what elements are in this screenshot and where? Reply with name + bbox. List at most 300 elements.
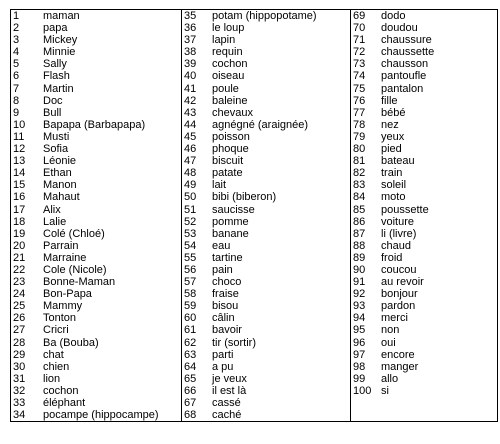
entry-number: 78 <box>353 118 366 131</box>
entry-word: Léonie <box>43 155 77 168</box>
entry-number: 34 <box>13 409 26 422</box>
entry-word: il est là <box>212 384 247 397</box>
entry-word: chaussure <box>381 34 432 47</box>
entry-number: 46 <box>184 143 197 156</box>
list-item <box>13 240 181 252</box>
entry-word: si <box>381 384 389 397</box>
list-item <box>13 143 181 155</box>
entry-word: banane <box>212 227 249 240</box>
entry-number: 10 <box>13 118 26 131</box>
entry-number: 35 <box>184 10 197 22</box>
list-item <box>353 70 497 82</box>
list-item <box>13 373 181 385</box>
list-item <box>184 191 350 203</box>
entry-word: Bon-Papa <box>43 288 92 301</box>
entry-number: 63 <box>184 348 197 361</box>
entry-number: 36 <box>184 22 197 35</box>
entry-word: patate <box>212 167 243 180</box>
entry-word: Musti <box>43 130 70 143</box>
entry-word: chaud <box>381 239 411 252</box>
list-item <box>13 385 181 397</box>
list-item <box>13 216 181 228</box>
entry-number: 45 <box>184 130 197 143</box>
list-item <box>353 119 497 131</box>
entry-number: 27 <box>13 324 26 337</box>
list-item <box>13 70 181 82</box>
list-item <box>353 361 497 373</box>
list-item <box>13 10 181 22</box>
list-item <box>184 10 350 22</box>
entry-word: soleil <box>381 179 407 192</box>
list-item <box>353 216 497 228</box>
entry-word: agnégné (araignée) <box>212 118 309 131</box>
entry-number: 39 <box>184 58 197 71</box>
entry-word: poussette <box>381 203 429 216</box>
entry-number: 51 <box>184 203 197 216</box>
entry-word: chevaux <box>212 106 253 119</box>
entry-number: 98 <box>353 360 366 373</box>
list-item <box>353 228 497 240</box>
entry-number: 9 <box>13 106 20 119</box>
entry-word: allo <box>381 372 399 385</box>
list-item <box>353 264 497 276</box>
list-item <box>13 179 181 191</box>
list-item <box>184 34 350 46</box>
entry-word: chaussette <box>381 46 435 59</box>
list-item <box>13 119 181 131</box>
entry-number: 48 <box>184 167 197 180</box>
entry-word: Bapapa (Barbapapa) <box>43 118 146 131</box>
entry-word: pantalon <box>381 82 424 95</box>
entry-word: saucisse <box>212 203 255 216</box>
entry-word: bonjour <box>381 288 418 301</box>
entry-number: 92 <box>353 288 366 301</box>
list-item <box>13 409 181 421</box>
list-item <box>353 107 497 119</box>
entry-word: Ethan <box>43 167 72 180</box>
list-item <box>353 337 497 349</box>
entry-number: 19 <box>13 227 26 240</box>
entry-word: li (livre) <box>381 227 417 240</box>
entry-number: 61 <box>184 324 197 337</box>
entry-word: biscuit <box>212 155 244 168</box>
entry-number: 42 <box>184 94 197 107</box>
list-item <box>353 312 497 324</box>
entry-number: 97 <box>353 348 366 361</box>
entry-word: froid <box>381 251 403 264</box>
list-item <box>184 143 350 155</box>
entry-word: Mammy <box>43 300 83 313</box>
entry-number: 89 <box>353 251 366 264</box>
entry-number: 43 <box>184 106 197 119</box>
entry-number: 77 <box>353 106 366 119</box>
list-item <box>13 204 181 216</box>
list-item <box>353 143 497 155</box>
entry-number: 5 <box>13 58 20 71</box>
entry-word: le loup <box>212 22 245 35</box>
entry-word: bibi (biberon) <box>212 191 277 204</box>
entry-number: 44 <box>184 118 197 131</box>
list-item <box>184 70 350 82</box>
entry-word: Martin <box>43 82 74 95</box>
entry-number: 83 <box>353 179 366 192</box>
entry-word: papa <box>43 22 68 35</box>
entry-word: Lalie <box>43 215 67 228</box>
entry-word: chausson <box>381 58 429 71</box>
list-item <box>13 361 181 373</box>
entry-word: tir (sortir) <box>212 336 256 349</box>
entry-number: 13 <box>13 155 26 168</box>
entry-number: 16 <box>13 191 26 204</box>
entry-number: 2 <box>13 22 20 35</box>
entry-word: requin <box>212 46 243 59</box>
entry-number: 88 <box>353 239 366 252</box>
entry-number: 22 <box>13 263 26 276</box>
list-item <box>353 46 497 58</box>
list-item <box>353 385 497 397</box>
entry-number: 32 <box>13 384 26 397</box>
entry-number: 37 <box>184 34 197 47</box>
entry-word: Bonne-Maman <box>43 276 116 289</box>
entry-word: doudou <box>381 22 418 35</box>
entry-word: pain <box>212 263 233 276</box>
entry-word: baleine <box>212 94 248 107</box>
list-item <box>13 228 181 240</box>
entry-word: bavoir <box>212 324 242 337</box>
list-item <box>353 131 497 143</box>
list-item <box>353 179 497 191</box>
entry-number: 3 <box>13 34 20 47</box>
list-item <box>13 252 181 264</box>
list-item <box>353 155 497 167</box>
entry-number: 96 <box>353 336 366 349</box>
list-item <box>184 300 350 312</box>
entry-word: Parrain <box>43 239 79 252</box>
list-item <box>184 228 350 240</box>
entry-word: tartine <box>212 251 243 264</box>
entry-word: cochon <box>212 58 248 71</box>
entry-word: Minnie <box>43 46 76 59</box>
list-item <box>184 252 350 264</box>
list-item <box>184 179 350 191</box>
entry-number: 4 <box>13 46 20 59</box>
entry-number: 14 <box>13 167 26 180</box>
list-item <box>184 22 350 34</box>
entry-number: 86 <box>353 215 366 228</box>
entry-word: Colé (Chloé) <box>43 227 105 240</box>
entry-number: 15 <box>13 179 26 192</box>
list-item <box>13 95 181 107</box>
list-item <box>13 155 181 167</box>
list-item <box>353 167 497 179</box>
entry-number: 55 <box>184 251 197 264</box>
list-item <box>13 397 181 409</box>
list-item <box>353 373 497 385</box>
entry-word: bébé <box>381 106 406 119</box>
entry-number: 6 <box>13 70 20 83</box>
list-item <box>184 107 350 119</box>
list-item <box>184 361 350 373</box>
entry-number: 49 <box>184 179 197 192</box>
list-item <box>184 216 350 228</box>
list-item <box>13 107 181 119</box>
entry-number: 20 <box>13 239 26 252</box>
entry-word: chien <box>43 360 70 373</box>
entry-number: 38 <box>184 46 197 59</box>
entry-number: 29 <box>13 348 26 361</box>
list-item <box>13 276 181 288</box>
entry-word: voiture <box>381 215 415 228</box>
list-item <box>184 312 350 324</box>
list-item <box>184 46 350 58</box>
entry-word: lapin <box>212 34 236 47</box>
list-item <box>184 385 350 397</box>
entry-number: 25 <box>13 300 26 313</box>
entry-number: 58 <box>184 288 197 301</box>
entry-word: Flash <box>43 70 70 83</box>
list-item <box>353 324 497 336</box>
entry-word: oiseau <box>212 70 245 83</box>
table-row <box>11 10 498 422</box>
entry-number: 57 <box>184 276 197 289</box>
entry-word: éléphant <box>43 397 86 409</box>
entry-number: 80 <box>353 143 366 156</box>
entry-word: poisson <box>212 130 250 143</box>
list-item <box>13 46 181 58</box>
entry-number: 94 <box>353 312 366 325</box>
entry-number: 62 <box>184 336 197 349</box>
list-item <box>184 155 350 167</box>
entry-word: pied <box>381 143 402 156</box>
entry-number: 26 <box>13 312 26 325</box>
entry-word: train <box>381 167 403 180</box>
list-item <box>184 337 350 349</box>
entry-word: Sofia <box>43 143 69 156</box>
entry-word: phoque <box>212 143 249 156</box>
entry-word: Mickey <box>43 34 78 47</box>
list-item <box>353 276 497 288</box>
list-item <box>184 324 350 336</box>
entry-word: fraise <box>212 288 239 301</box>
entry-number: 81 <box>353 155 366 168</box>
entry-number: 66 <box>184 384 197 397</box>
list-item <box>184 409 350 421</box>
entry-word: je veux <box>212 372 247 385</box>
entry-number: 87 <box>353 227 366 240</box>
entry-word: caché <box>212 409 242 422</box>
list-item <box>353 349 497 361</box>
entry-number: 54 <box>184 239 197 252</box>
list-item <box>184 119 350 131</box>
entry-number: 85 <box>353 203 366 216</box>
list-item <box>353 34 497 46</box>
list-item <box>353 204 497 216</box>
entry-word: Cricri <box>43 324 69 337</box>
entry-number: 59 <box>184 300 197 313</box>
list-item <box>353 22 497 34</box>
entry-word: manger <box>381 360 419 373</box>
entry-number: 73 <box>353 58 366 71</box>
list-item <box>184 264 350 276</box>
entry-word: lait <box>212 179 227 192</box>
list-item <box>13 288 181 300</box>
entry-number: 40 <box>184 70 197 83</box>
entry-number: 95 <box>353 324 366 337</box>
entry-number: 74 <box>353 70 366 83</box>
entry-word: pardon <box>381 300 416 313</box>
entry-number: 33 <box>13 397 26 409</box>
entry-number: 99 <box>353 372 366 385</box>
entry-number: 93 <box>353 300 366 313</box>
entry-word: moto <box>381 191 406 204</box>
entry-number: 1 <box>13 10 20 22</box>
entry-number: 69 <box>353 10 366 22</box>
entry-word: Tonton <box>43 312 77 325</box>
entry-word: yeux <box>381 130 405 143</box>
entry-word: Doc <box>43 94 63 107</box>
list-item <box>13 131 181 143</box>
entry-number: 76 <box>353 94 366 107</box>
entry-word: encore <box>381 348 415 361</box>
entry-word: merci <box>381 312 408 325</box>
list-item <box>353 240 497 252</box>
list-item <box>184 204 350 216</box>
entry-number: 79 <box>353 130 366 143</box>
entry-word: eau <box>212 239 231 252</box>
entry-number: 47 <box>184 155 197 168</box>
entry-word: Ba (Bouba) <box>43 336 99 349</box>
list-item <box>184 397 350 409</box>
entry-number: 30 <box>13 360 26 373</box>
entry-word: câlin <box>212 312 235 325</box>
entry-word: lion <box>43 372 61 385</box>
entry-word: potam (hippopotame) <box>212 10 317 22</box>
list-item <box>353 252 497 264</box>
entry-word: non <box>381 324 400 337</box>
entry-word: oui <box>381 336 396 349</box>
list-item <box>184 58 350 70</box>
entry-number: 90 <box>353 263 366 276</box>
entry-number: 7 <box>13 82 20 95</box>
list-item <box>353 300 497 312</box>
column-1 <box>11 10 182 422</box>
entry-number: 100 <box>353 384 372 397</box>
list-item <box>353 288 497 300</box>
entry-word: nez <box>381 118 399 131</box>
list-item <box>353 95 497 107</box>
entry-word: coucou <box>381 263 417 276</box>
entry-number: 41 <box>184 82 197 95</box>
entry-word: Alix <box>43 203 61 216</box>
entry-number: 24 <box>13 288 26 301</box>
entry-word: bateau <box>381 155 415 168</box>
list-item <box>184 167 350 179</box>
entry-number: 70 <box>353 22 366 35</box>
entry-number: 68 <box>184 409 197 422</box>
entry-number: 18 <box>13 215 26 228</box>
list-item <box>13 264 181 276</box>
list-item <box>13 312 181 324</box>
entry-word: maman <box>43 10 80 22</box>
entry-number: 56 <box>184 263 197 276</box>
entry-word: Manon <box>43 179 77 192</box>
entry-number: 65 <box>184 372 197 385</box>
entry-word: cochon <box>43 384 79 397</box>
list-item <box>184 349 350 361</box>
list-item <box>184 95 350 107</box>
list-item <box>184 83 350 95</box>
entry-word: bisou <box>212 300 239 313</box>
entry-word: pocampe (hippocampe) <box>43 409 159 422</box>
entry-word: dodo <box>381 10 406 22</box>
entry-number: 17 <box>13 203 26 216</box>
list-item <box>353 58 497 70</box>
list-item <box>13 34 181 46</box>
list-item <box>13 58 181 70</box>
list-item <box>13 83 181 95</box>
entry-number: 71 <box>353 34 366 47</box>
list-item <box>184 240 350 252</box>
entry-word: Bull <box>43 106 62 119</box>
list-item <box>13 300 181 312</box>
entry-number: 75 <box>353 82 366 95</box>
list-item <box>353 83 497 95</box>
list-item <box>13 167 181 179</box>
list-item <box>13 191 181 203</box>
entry-number: 91 <box>353 276 366 289</box>
column-3 <box>351 10 498 422</box>
entry-number: 11 <box>13 130 25 143</box>
entry-word: pomme <box>212 215 249 228</box>
entry-word: fille <box>381 94 398 107</box>
list-item <box>184 373 350 385</box>
entry-number: 53 <box>184 227 197 240</box>
entry-word: choco <box>212 276 242 289</box>
entry-word: Cole (Nicole) <box>43 263 107 276</box>
word-list-table <box>10 9 498 422</box>
entry-word: Marraine <box>43 251 87 264</box>
entry-word: Sally <box>43 58 67 71</box>
entry-word: a pu <box>212 360 234 373</box>
list-item <box>353 191 497 203</box>
entry-number: 50 <box>184 191 197 204</box>
entry-number: 52 <box>184 215 197 228</box>
entry-word: parti <box>212 348 234 361</box>
entry-number: 84 <box>353 191 366 204</box>
list-item <box>184 131 350 143</box>
entry-number: 60 <box>184 312 197 325</box>
entry-word: au revoir <box>381 276 424 289</box>
entry-word: pantoufle <box>381 70 427 83</box>
entry-word: cassé <box>212 397 241 409</box>
entry-word: poule <box>212 82 239 95</box>
entry-word: Mahaut <box>43 191 80 204</box>
entry-number: 23 <box>13 276 26 289</box>
entry-word: chat <box>43 348 64 361</box>
entry-number: 28 <box>13 336 26 349</box>
entry-number: 21 <box>13 251 26 264</box>
entry-number: 67 <box>184 397 197 409</box>
entry-number: 64 <box>184 360 197 373</box>
column-2 <box>182 10 351 422</box>
list-item <box>13 349 181 361</box>
list-item <box>184 288 350 300</box>
entry-number: 8 <box>13 94 20 107</box>
list-item <box>13 337 181 349</box>
list-item <box>353 10 497 22</box>
list-item <box>13 22 181 34</box>
entry-number: 82 <box>353 167 366 180</box>
